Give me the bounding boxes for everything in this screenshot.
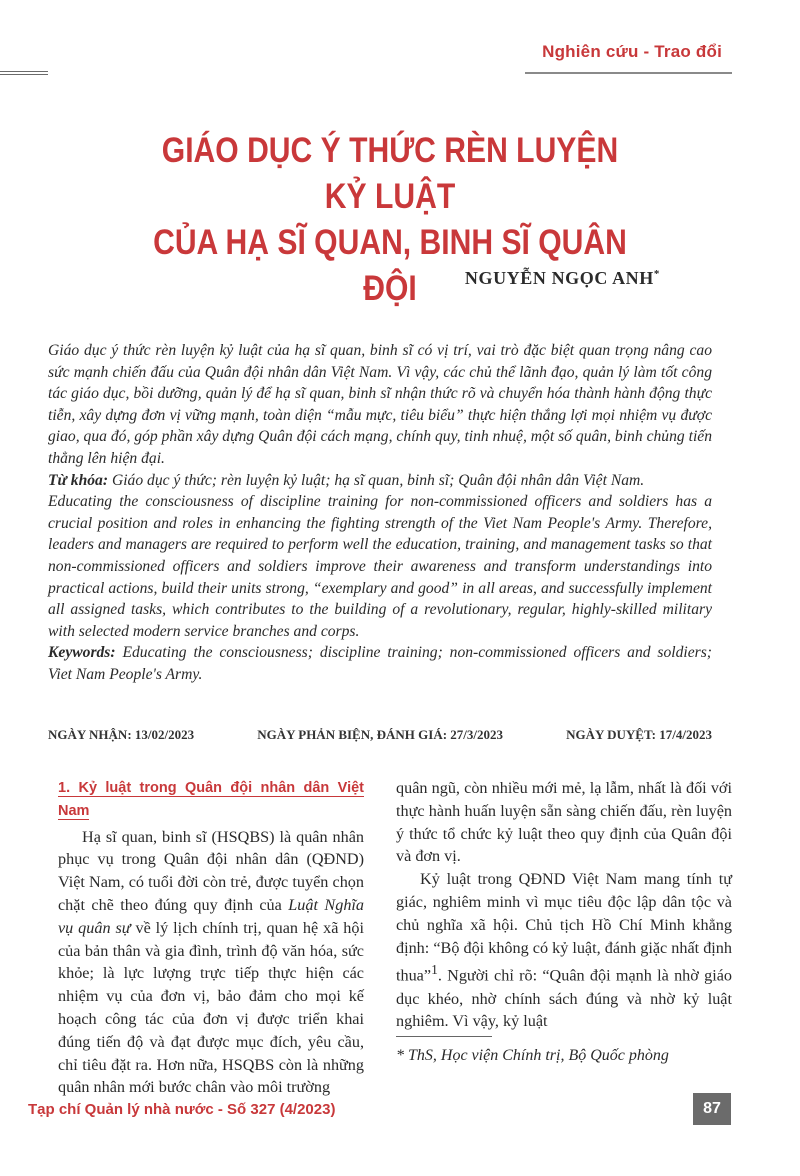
page-number: 87 xyxy=(693,1093,731,1125)
paragraph-1-continued: quân ngũ, còn nhiều mới mẻ, lạ lẫm, nhất là đối với thực hành huấn luyện sẵn sàng chiến đấu, rèn luyện ý thức tổ chức kỷ luật theo quy định của Quân đội và đơn vị. xyxy=(396,779,732,866)
date-approved xyxy=(566,727,712,743)
title-line-1: GIÁO DỤC Ý THỨC RÈN LUYỆN KỶ LUẬT xyxy=(161,131,619,216)
date-approved-value: 17/4/2023 xyxy=(659,727,712,742)
date-reviewed-value: 27/3/2023 xyxy=(450,727,504,742)
date-received-label: NGÀY NHẬN: xyxy=(48,727,132,742)
citation-ref: 1 xyxy=(431,962,438,978)
keywords-en-text: Educating the consciousness; discipline training; non-commissioned officers and soldiers; Viet Nam People's Army. xyxy=(48,644,712,683)
journal-footer: Tạp chí Quản lý nhà nước - Số 327 (4/2023) xyxy=(28,1101,336,1118)
header-rule-left xyxy=(0,71,48,75)
section-heading xyxy=(58,777,364,823)
abstract-vi: Giáo dục ý thức rèn luyện kỷ luật của hạ sĩ quan, binh sĩ có vị trí, vai trò đặc biệt quan trọng nâng cao sức mạnh chiến đấu của Quân đội nhân dân Việt Nam. Vì vậy, các chủ thể lãnh đạo, quản lý làm tốt công tác giáo dục, bồi dưỡng, quản lý để hạ sĩ quan, binh sĩ nhận thức rõ và chuyển hóa thành hành động thực tiễn, xây dựng đơn vị vững mạnh, toàn diện “mẫu mực, tiêu biểu” thực hiện thắng lợi mọi nhiệm vụ được giao, qua đó, góp phần xây dựng Quân đội cách mạng, chính quy, tinh nhuệ, một số quân, binh chủng tiến thẳng lên hiện đại. xyxy=(48,342,712,467)
title-line-2: CỦA HẠ SĨ QUAN, BINH SĨ QUÂN ĐỘI xyxy=(153,223,627,308)
date-approved-label: NGÀY DUYỆT: xyxy=(566,727,656,742)
date-reviewed xyxy=(257,727,503,743)
date-received-value: 13/02/2023 xyxy=(134,727,195,742)
law-name: Luật Nghĩa vụ quân sự xyxy=(58,895,365,937)
keywords-en-label: Keywords: xyxy=(48,644,116,662)
keywords-vi-text: Giáo dục ý thức; rèn luyện kỷ luật; hạ sĩ quan, binh sĩ; Quân đội nhân dân Việt Nam. xyxy=(111,471,645,489)
keywords-vi xyxy=(48,470,712,492)
body-column-right xyxy=(396,777,732,1033)
abstract-en: Educating the consciousness of discipline training for non-commissioned officers and soldiers has a crucial position and roles in enhancing the fighting strength of the Viet Nam People's Army. Therefore, leaders and managers are required to perform well the education, training, and management tasks so that non-commissioned officers and soldiers improve their awareness and transform understandings into practical actions, build their units strong, “exemplary and good” in all areas, and successfully implement all assigned tasks, which contributes to the building of a revolutionary, regular, highly-skilled military with selected modern service branches and corps. xyxy=(48,493,712,640)
date-reviewed-label: NGÀY PHẢN BIỆN, ĐÁNH GIÁ: xyxy=(257,727,448,742)
date-received xyxy=(48,727,194,743)
footnote: * ThS, Học viện Chính trị, Bộ Quốc phòng xyxy=(396,1047,669,1064)
paragraph-1-text-b: về lý lịch chính trị, quan hệ xã hội của bản thân và gia đình, trình độ văn hóa, sức khỏe; là lực lượng trực tiếp thực hiện các nhiệm vụ của đơn vị, bảo đảm cho mọi kế hoạch công tác của đơn vị được triển khai đúng tiến độ và đạt được mục đích, yêu cầu, chỉ tiêu đặt ra. Hơn nữa, HSQBS còn là những quân nhân mới bước chân vào môi trường xyxy=(58,918,364,1097)
abstract xyxy=(48,340,712,686)
keywords-en xyxy=(48,642,712,685)
body-column-left xyxy=(58,777,364,1099)
section-heading-text: 1. Kỷ luật trong Quân đội nhân dân Việt Nam xyxy=(58,780,364,819)
article-dates xyxy=(48,727,712,743)
paragraph-2-text-b: . Người chỉ rõ: “Quân đội mạnh là nhờ giáo dục khéo, nhờ chính sách đúng và nhờ kỷ luật nghiêm. Vì vậy, kỷ luật xyxy=(396,966,732,1031)
author-name: NGUYỄN NGỌC ANH xyxy=(464,268,654,288)
paragraph-1-text-a: Hạ sĩ quan, binh sĩ (HSQBS) là quân nhân phục vụ trong Quân đội nhân dân (QĐND) Việt Nam, có tuổi đời còn trẻ, được tuyển chọn chặt chẽ theo đúng quy định của xyxy=(58,827,364,914)
keywords-vi-label: Từ khóa: xyxy=(48,471,109,489)
footnote-rule xyxy=(396,1036,492,1037)
section-label: Nghiên cứu - Trao đổi xyxy=(542,42,722,61)
author-footnote-mark: * xyxy=(653,268,660,280)
header-rule-right xyxy=(525,72,732,74)
paragraph-2-text-a: Kỷ luật trong QĐND Việt Nam mang tính tự giác, nghiêm minh vì mục tiêu độc lập dân tộc và chủ nghĩa xã hội. Chủ tịch Hồ Chí Minh khẳng định: “Bộ đội không có kỷ luật, đánh giặc nhất định thua” xyxy=(396,870,732,985)
paragraph-2 xyxy=(396,868,732,1033)
paragraph-1 xyxy=(58,826,364,1100)
author xyxy=(465,268,660,289)
